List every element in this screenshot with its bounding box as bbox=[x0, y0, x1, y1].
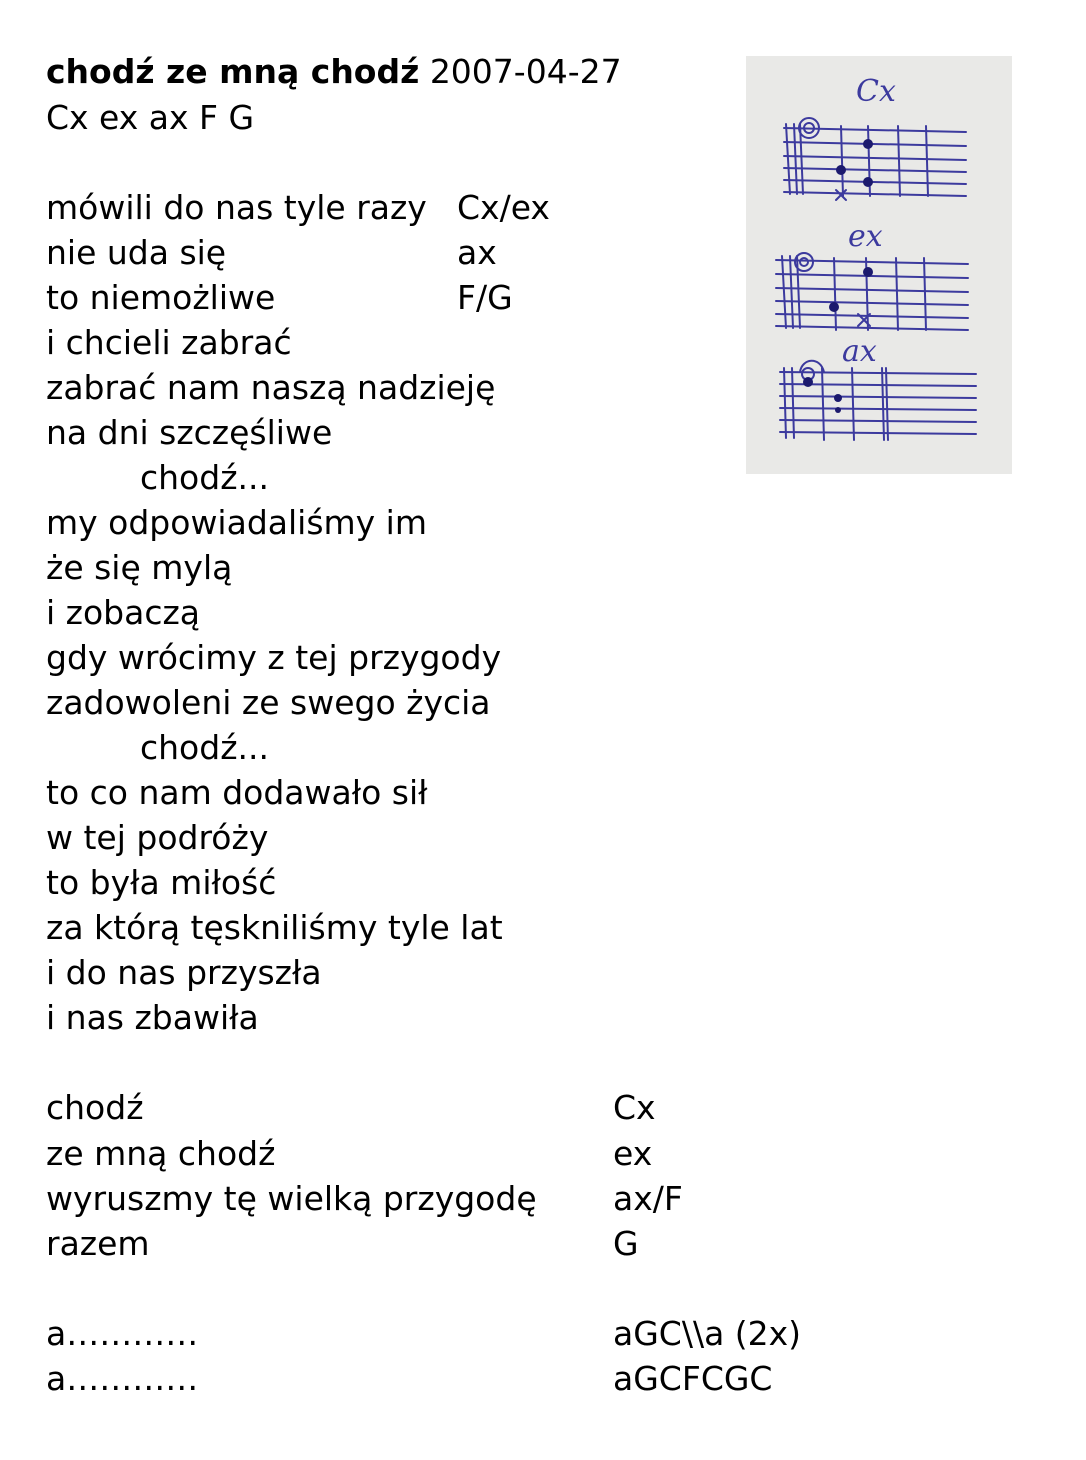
lyric-line: zadowoleni ze swego życia bbox=[46, 683, 491, 722]
lyric-line: to była miłość bbox=[46, 863, 277, 902]
lyric-line: za którą tęskniliśmy tyle lat bbox=[46, 908, 503, 947]
chord-sequence: Cx ex ax F G bbox=[46, 98, 255, 137]
lyric-line: i nas zbawiła bbox=[46, 998, 259, 1037]
lyric-line: a………… bbox=[46, 1359, 199, 1398]
chord-diagram-label: ex bbox=[848, 219, 883, 254]
chord-label: Cx bbox=[613, 1088, 656, 1127]
lyric-line: wyruszmy tę wielką przygodę bbox=[46, 1179, 537, 1218]
lyric-line: chodź bbox=[46, 1088, 144, 1127]
song-header bbox=[46, 52, 622, 92]
song-date: 2007-04-27 bbox=[429, 52, 622, 91]
refrain-marker: chodź... bbox=[140, 728, 269, 767]
chord-label: ex bbox=[613, 1134, 653, 1173]
lyric-line: i chcieli zabrać bbox=[46, 323, 292, 362]
lyric-line: my odpowiadaliśmy im bbox=[46, 503, 427, 542]
chord-label: Cx/ex bbox=[457, 188, 550, 227]
chord-label: G bbox=[613, 1224, 639, 1263]
lyric-line: razem bbox=[46, 1224, 150, 1263]
refrain-marker: chodź... bbox=[140, 458, 269, 497]
lyric-line: i zobaczą bbox=[46, 593, 201, 632]
lyric-line: a………… bbox=[46, 1314, 199, 1353]
chord-label: aGC\\a (2x) bbox=[613, 1314, 802, 1353]
lyric-line: nie uda się bbox=[46, 233, 227, 272]
chord-diagram-photo bbox=[746, 56, 1012, 474]
lyric-line: gdy wrócimy z tej przygody bbox=[46, 638, 502, 677]
lyric-line: ze mną chodź bbox=[46, 1134, 276, 1173]
chord-label: ax/F bbox=[613, 1179, 683, 1218]
chord-diagram-label: ax bbox=[842, 334, 877, 369]
chord-label: ax bbox=[457, 233, 497, 272]
song-title: chodź ze mną chodź bbox=[46, 52, 420, 91]
lyric-line: na dni szczęśliwe bbox=[46, 413, 333, 452]
lyric-line: mówili do nas tyle razy bbox=[46, 188, 427, 227]
lyric-line: to co nam dodawało sił bbox=[46, 773, 428, 812]
lyric-line: to niemożliwe bbox=[46, 278, 276, 317]
lyric-line: że się mylą bbox=[46, 548, 233, 587]
chord-diagram-label: Cx bbox=[856, 74, 896, 109]
lyric-line: w tej podróży bbox=[46, 818, 269, 857]
lyric-line: i do nas przyszła bbox=[46, 953, 322, 992]
chord-label: aGCFCGC bbox=[613, 1359, 773, 1398]
lyric-line: zabrać nam naszą nadzieję bbox=[46, 368, 496, 407]
chord-label: F/G bbox=[457, 278, 513, 317]
